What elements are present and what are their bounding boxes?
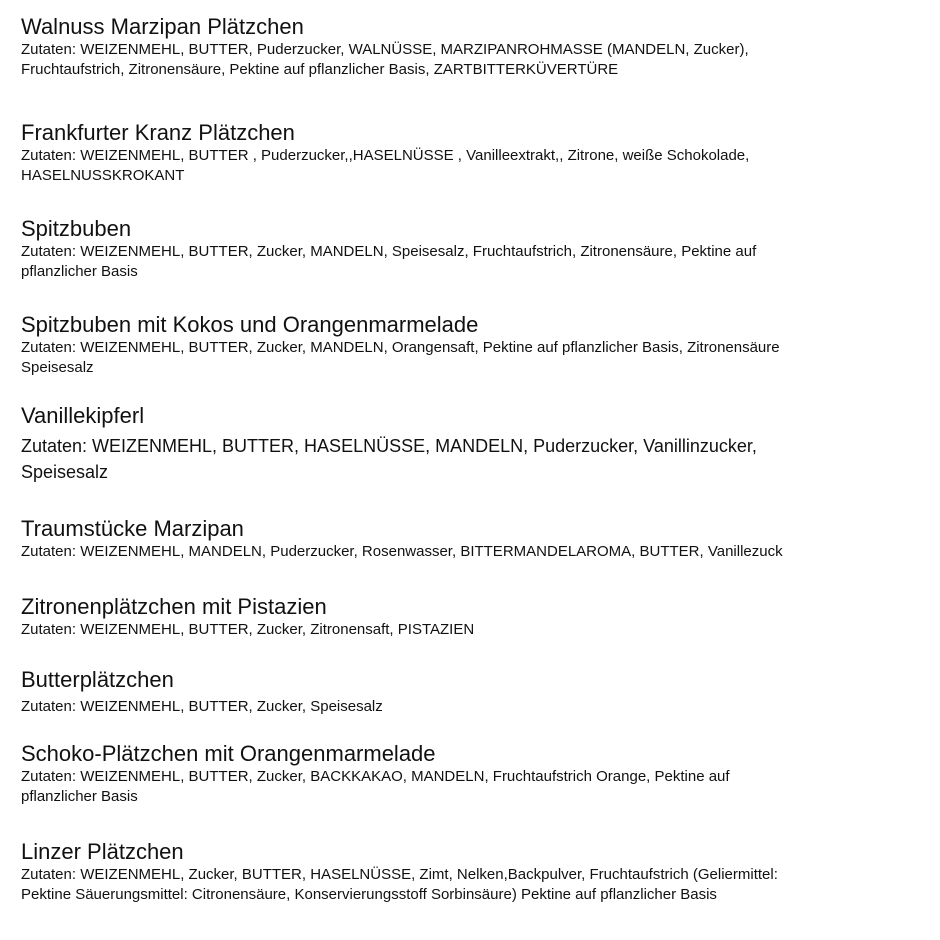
product-walnuss-marzipan	[21, 14, 940, 80]
product-ingredients-line: Zutaten: WEIZENMEHL, MANDELN, Puderzucker, Rosenwasser, BITTERMANDELAROMA, BUTTER, Vanillezuck	[21, 543, 783, 560]
product-ingredients-line: HASELNUSSKROKANT	[21, 167, 185, 184]
product-ingredients-line: Zutaten: WEIZENMEHL, BUTTER, Zucker, MANDELN, Speisesalz, Fruchtaufstrich, Zitronensäure, Pektine auf	[21, 243, 757, 260]
product-ingredients-line: Speisesalz	[21, 462, 109, 482]
product-ingredients-line: Zutaten: WEIZENMEHL, BUTTER , Puderzucker,,HASELNÜSSE , Vanilleextrakt,, Zitrone, weiße Schokolade,	[21, 147, 750, 164]
product-ingredients-line: Zutaten: WEIZENMEHL, BUTTER, HASELNÜSSE, MANDELN, Puderzucker, Vanillinzucker,	[21, 436, 757, 456]
product-vanillekipferl	[21, 403, 940, 485]
product-ingredients-line: Pektine Säuerungsmittel: Citronensäure, Konservierungsstoff Sorbinsäure) Pektine auf pflanzlicher Basis	[21, 886, 717, 903]
product-title: Spitzbuben	[21, 216, 132, 241]
product-spitzbuben-kokos	[21, 312, 940, 378]
product-title: Zitronenplätzchen mit Pistazien	[21, 594, 327, 619]
product-traumstuecke-marzipan	[21, 516, 940, 562]
product-linzer-plaetzchen	[21, 839, 940, 905]
product-ingredients-line: Fruchtaufstrich, Zitronensäure, Pektine auf pflanzlicher Basis, ZARTBITTERKÜVERTÜRE	[21, 61, 619, 78]
product-ingredients-line: pflanzlicher Basis	[21, 788, 138, 805]
product-butterplaetzchen	[21, 667, 940, 717]
product-title: Frankfurter Kranz Plätzchen	[21, 120, 295, 145]
product-ingredients-line: Zutaten: WEIZENMEHL, BUTTER, Puderzucker, WALNÜSSE, MARZIPANROHMASSE (MANDELN, Zucker),	[21, 41, 749, 58]
product-zitronenplaetzchen	[21, 594, 940, 640]
product-ingredients-line: Zutaten: WEIZENMEHL, BUTTER, Zucker, BACKKAKAO, MANDELN, Fruchtaufstrich Orange, Pektine auf	[21, 768, 730, 785]
product-title: Linzer Plätzchen	[21, 839, 184, 864]
product-ingredients-line: Speisesalz	[21, 359, 94, 376]
product-spitzbuben	[21, 216, 940, 282]
product-schoko-plaetzchen	[21, 741, 940, 807]
product-ingredients-line: Zutaten: WEIZENMEHL, BUTTER, Zucker, Speisesalz	[21, 698, 383, 715]
product-title: Traumstücke Marzipan	[21, 516, 244, 541]
product-ingredients-line: Zutaten: WEIZENMEHL, BUTTER, Zucker, Zitronensaft, PISTAZIEN	[21, 621, 475, 638]
product-ingredients-line: Zutaten: WEIZENMEHL, BUTTER, Zucker, MANDELN, Orangensaft, Pektine auf pflanzlicher Basis, Zitronensäure	[21, 339, 780, 356]
product-title: Walnuss Marzipan Plätzchen	[21, 14, 304, 39]
product-frankfurter-kranz	[21, 120, 940, 186]
product-title: Spitzbuben mit Kokos und Orangenmarmelade	[21, 312, 479, 337]
product-title: Vanillekipferl	[21, 403, 145, 428]
product-title: Butterplätzchen	[21, 667, 174, 692]
product-title: Schoko-Plätzchen mit Orangenmarmelade	[21, 741, 436, 766]
product-ingredients-line: Zutaten: WEIZENMEHL, Zucker, BUTTER, HASELNÜSSE, Zimt, Nelken,Backpulver, Fruchtaufstrich (Geliermittel:	[21, 866, 778, 883]
product-ingredients-line: pflanzlicher Basis	[21, 263, 138, 280]
